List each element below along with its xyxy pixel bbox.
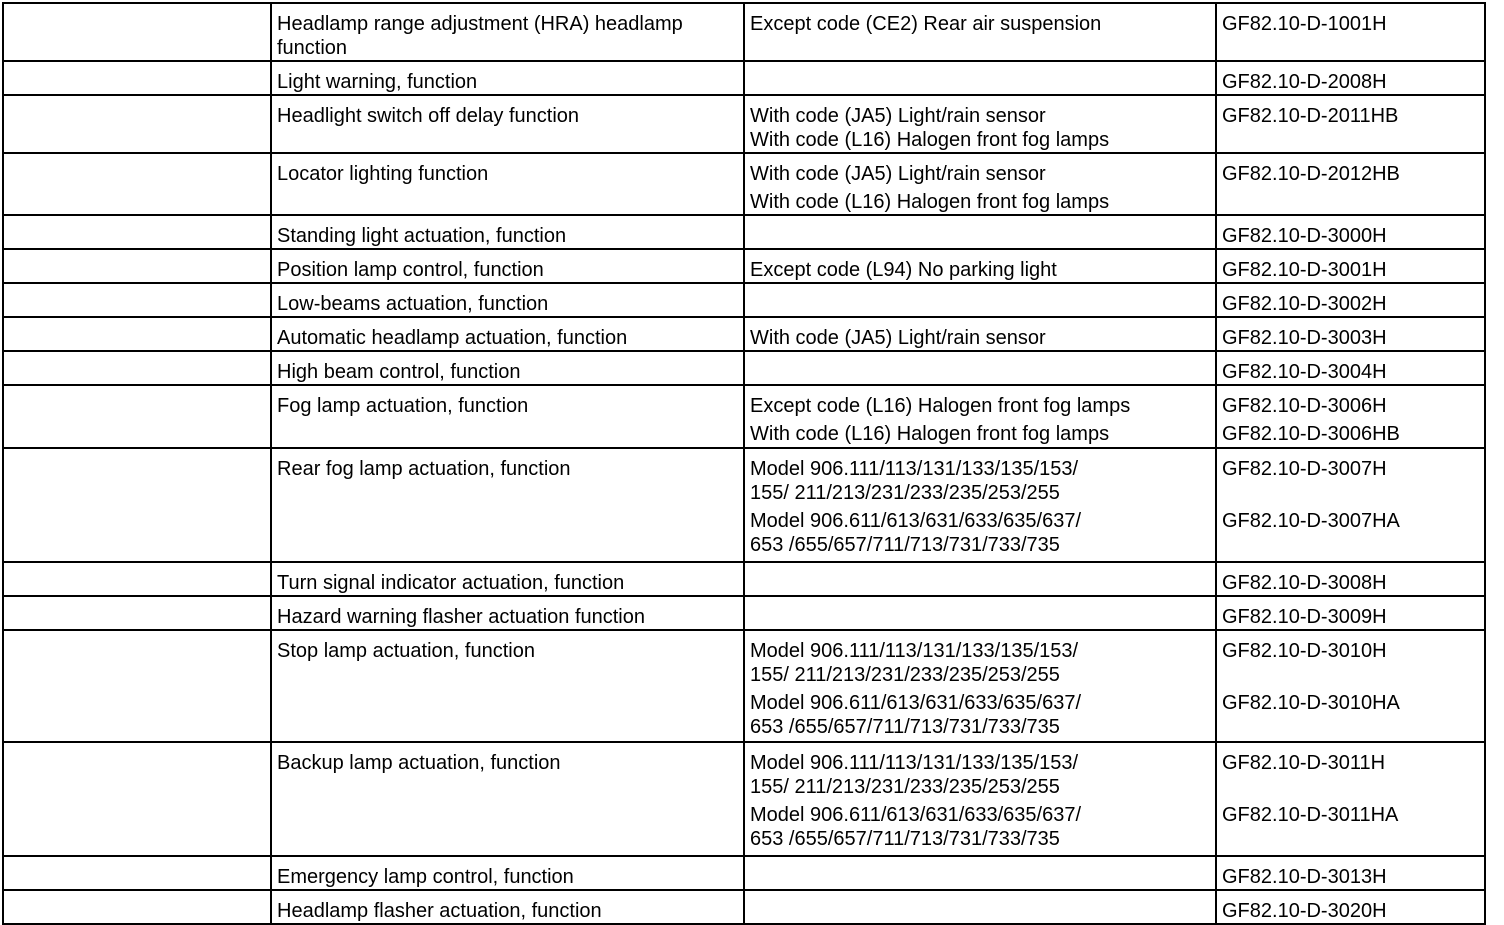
condition-text: 155/ 211/213/231/233/235/253/255 — [750, 482, 1060, 504]
condition-text: Model 906.111/113/131/133/135/153/ — [750, 458, 1079, 480]
document-code: GF82.10-D-3000H — [1222, 225, 1387, 247]
code-block — [1222, 394, 1480, 418]
code-block — [1222, 292, 1480, 316]
condition-group — [750, 394, 1211, 418]
function-text: Headlight switch off delay function — [277, 105, 580, 127]
code-block — [1222, 691, 1480, 739]
condition-text: With code (JA5) Light/rain sensor — [750, 327, 1046, 349]
condition-text: Except code (L16) Halogen front fog lamps — [750, 395, 1131, 417]
condition-cell — [744, 3, 1216, 61]
group-cell — [3, 317, 271, 351]
function-cell — [271, 448, 744, 562]
table-row — [3, 856, 1485, 890]
condition-text: 653 /655/657/711/713/731/733/735 — [750, 828, 1060, 850]
document-code-cell — [1216, 3, 1485, 61]
condition-cell — [744, 562, 1216, 596]
document-code — [1222, 827, 1480, 851]
code-block — [1222, 509, 1480, 557]
function-text: Turn signal indicator actuation, function — [277, 572, 625, 594]
table-row — [3, 3, 1485, 61]
code-block — [1222, 70, 1480, 94]
condition-text: Except code (L94) No parking light — [750, 259, 1057, 281]
table-row — [3, 95, 1485, 153]
condition-text: 155/ 211/213/231/233/235/253/255 — [750, 776, 1060, 798]
group-cell — [3, 153, 271, 215]
document-code: GF82.10-D-3007H — [1222, 458, 1387, 480]
condition-group — [750, 162, 1211, 186]
document-code: GF82.10-D-3010H — [1222, 640, 1387, 662]
code-block — [1222, 639, 1480, 687]
condition-text: Model 906.111/113/131/133/135/153/ — [750, 752, 1079, 774]
table-row — [3, 448, 1485, 562]
table-row — [3, 317, 1485, 351]
group-cell — [3, 385, 271, 448]
document-code: GF82.10-D-3011H — [1222, 752, 1386, 774]
function-text: Fog lamp actuation, function — [277, 395, 529, 417]
condition-cell — [744, 283, 1216, 317]
condition-cell — [744, 890, 1216, 924]
group-cell — [3, 351, 271, 385]
code-block — [1222, 12, 1480, 36]
function-cell — [271, 742, 744, 856]
condition-text: Model 906.611/613/631/633/635/637/ — [750, 510, 1082, 532]
document-code: GF82.10-D-3020H — [1222, 900, 1387, 922]
condition-group — [750, 104, 1211, 152]
document-code: GF82.10-D-3010HA — [1222, 692, 1400, 714]
condition-group — [750, 258, 1211, 282]
condition-cell — [744, 448, 1216, 562]
table-row — [3, 630, 1485, 742]
function-text: Rear fog lamp actuation, function — [277, 458, 571, 480]
code-block — [1222, 360, 1480, 384]
function-text: Headlamp range adjustment (HRA) headlamp — [277, 13, 683, 35]
condition-cell — [744, 95, 1216, 153]
table-row — [3, 153, 1485, 215]
document-code-cell — [1216, 742, 1485, 856]
function-text: Backup lamp actuation, function — [277, 752, 561, 774]
function-cell — [271, 215, 744, 249]
group-cell — [3, 61, 271, 95]
document-code-cell — [1216, 249, 1485, 283]
condition-group — [750, 751, 1211, 799]
document-code-cell — [1216, 283, 1485, 317]
document-code-cell — [1216, 385, 1485, 448]
document-code-cell — [1216, 215, 1485, 249]
group-cell — [3, 596, 271, 630]
code-block — [1222, 422, 1480, 446]
condition-text: 653 /655/657/711/713/731/733/735 — [750, 716, 1060, 738]
condition-text: Model 906.611/613/631/633/635/637/ — [750, 692, 1082, 714]
document-code-cell — [1216, 351, 1485, 385]
group-cell — [3, 448, 271, 562]
table-row — [3, 596, 1485, 630]
document-code: GF82.10-D-3001H — [1222, 259, 1387, 281]
group-cell — [3, 630, 271, 742]
document-code: GF82.10-D-1001H — [1222, 13, 1387, 35]
document-code — [1222, 775, 1480, 799]
function-cell — [271, 283, 744, 317]
document-code: GF82.10-D-3008H — [1222, 572, 1387, 594]
function-text: Headlamp flasher actuation, function — [277, 900, 602, 922]
function-cell — [271, 562, 744, 596]
document-code-cell — [1216, 630, 1485, 742]
function-cell — [271, 317, 744, 351]
condition-group — [750, 422, 1211, 446]
table-row — [3, 283, 1485, 317]
group-cell — [3, 249, 271, 283]
code-block — [1222, 162, 1480, 186]
table-row — [3, 562, 1485, 596]
document-code: GF82.10-D-3006H — [1222, 395, 1387, 417]
function-text: Automatic headlamp actuation, function — [277, 327, 628, 349]
function-text: Emergency lamp control, function — [277, 866, 574, 888]
group-cell — [3, 742, 271, 856]
function-cell — [271, 630, 744, 742]
document-code-cell — [1216, 95, 1485, 153]
table-row — [3, 215, 1485, 249]
function-cell — [271, 3, 744, 61]
group-cell — [3, 283, 271, 317]
document-code — [1222, 663, 1480, 687]
document-code: GF82.10-D-2011HB — [1222, 105, 1399, 127]
document-code: GF82.10-D-3004H — [1222, 361, 1387, 383]
group-cell — [3, 562, 271, 596]
group-cell — [3, 215, 271, 249]
code-block — [1222, 104, 1480, 128]
function-cell — [271, 153, 744, 215]
function-cell — [271, 890, 744, 924]
condition-cell — [744, 856, 1216, 890]
function-text: Position lamp control, function — [277, 259, 544, 281]
function-cell — [271, 351, 744, 385]
condition-text: Model 906.611/613/631/633/635/637/ — [750, 804, 1082, 826]
function-text: function — [277, 37, 348, 59]
condition-text: 155/ 211/213/231/233/235/253/255 — [750, 664, 1060, 686]
function-text: High beam control, function — [277, 361, 521, 383]
document-code-cell — [1216, 856, 1485, 890]
document-code: GF82.10-D-2012HB — [1222, 163, 1400, 185]
condition-text: With code (L16) Halogen front fog lamps — [750, 423, 1110, 445]
condition-group — [750, 457, 1211, 505]
condition-cell — [744, 249, 1216, 283]
condition-cell — [744, 61, 1216, 95]
function-cell — [271, 856, 744, 890]
function-text: Light warning, function — [277, 71, 478, 93]
condition-group — [750, 12, 1211, 36]
function-cell — [271, 61, 744, 95]
document-code: GF82.10-D-2008H — [1222, 71, 1387, 93]
condition-cell — [744, 385, 1216, 448]
function-cell — [271, 95, 744, 153]
document-code: GF82.10-D-3011HA — [1222, 804, 1399, 826]
condition-group — [750, 803, 1211, 851]
group-cell — [3, 3, 271, 61]
condition-cell — [744, 630, 1216, 742]
document-code-cell — [1216, 596, 1485, 630]
code-block — [1222, 571, 1480, 595]
document-code: GF82.10-D-3002H — [1222, 293, 1387, 315]
condition-group — [750, 509, 1211, 557]
condition-text: Model 906.111/113/131/133/135/153/ — [750, 640, 1079, 662]
group-cell — [3, 95, 271, 153]
function-cell — [271, 249, 744, 283]
code-block — [1222, 224, 1480, 248]
condition-cell — [744, 317, 1216, 351]
condition-group — [750, 639, 1211, 687]
table-row — [3, 742, 1485, 856]
document-code: GF82.10-D-3007HA — [1222, 510, 1400, 532]
document-code — [1222, 533, 1480, 557]
document-code: GF82.10-D-3003H — [1222, 327, 1387, 349]
document-code-cell — [1216, 61, 1485, 95]
condition-text: With code (L16) Halogen front fog lamps — [750, 191, 1110, 213]
document-code-cell — [1216, 890, 1485, 924]
condition-group — [750, 326, 1211, 350]
function-cell — [271, 596, 744, 630]
code-block — [1222, 865, 1480, 889]
condition-text: With code (JA5) Light/rain sensor — [750, 163, 1046, 185]
condition-cell — [744, 596, 1216, 630]
table-row — [3, 249, 1485, 283]
document-code-cell — [1216, 153, 1485, 215]
document-code-cell — [1216, 317, 1485, 351]
function-reference-table — [2, 2, 1486, 925]
function-text: Hazard warning flasher actuation function — [277, 606, 645, 628]
group-cell — [3, 890, 271, 924]
condition-text: With code (JA5) Light/rain sensor — [750, 105, 1046, 127]
document-code-cell — [1216, 448, 1485, 562]
condition-cell — [744, 742, 1216, 856]
group-cell — [3, 856, 271, 890]
function-text: Locator lighting function — [277, 163, 489, 185]
table-row — [3, 351, 1485, 385]
condition-text: 653 /655/657/711/713/731/733/735 — [750, 534, 1060, 556]
condition-cell — [744, 351, 1216, 385]
function-text: Low-beams actuation, function — [277, 293, 549, 315]
condition-group — [750, 190, 1211, 214]
document-code: GF82.10-D-3006HB — [1222, 423, 1400, 445]
code-block — [1222, 326, 1480, 350]
condition-text: With code (L16) Halogen front fog lamps — [750, 129, 1110, 151]
code-block — [1222, 803, 1480, 851]
document-code — [1222, 715, 1480, 739]
function-cell — [271, 385, 744, 448]
condition-group — [750, 691, 1211, 739]
document-code — [1222, 481, 1480, 505]
condition-cell — [744, 215, 1216, 249]
condition-cell — [744, 153, 1216, 215]
function-text: Stop lamp actuation, function — [277, 640, 535, 662]
table-row — [3, 385, 1485, 448]
function-text: Standing light actuation, function — [277, 225, 567, 247]
table-row — [3, 890, 1485, 924]
document-code: GF82.10-D-3013H — [1222, 866, 1387, 888]
code-block — [1222, 899, 1480, 923]
code-block — [1222, 457, 1480, 505]
document-code: GF82.10-D-3009H — [1222, 606, 1387, 628]
table-row — [3, 61, 1485, 95]
condition-text: Except code (CE2) Rear air suspension — [750, 13, 1102, 35]
document-code-cell — [1216, 562, 1485, 596]
table-body — [3, 3, 1485, 924]
code-block — [1222, 605, 1480, 629]
code-block — [1222, 751, 1480, 799]
code-block — [1222, 258, 1480, 282]
